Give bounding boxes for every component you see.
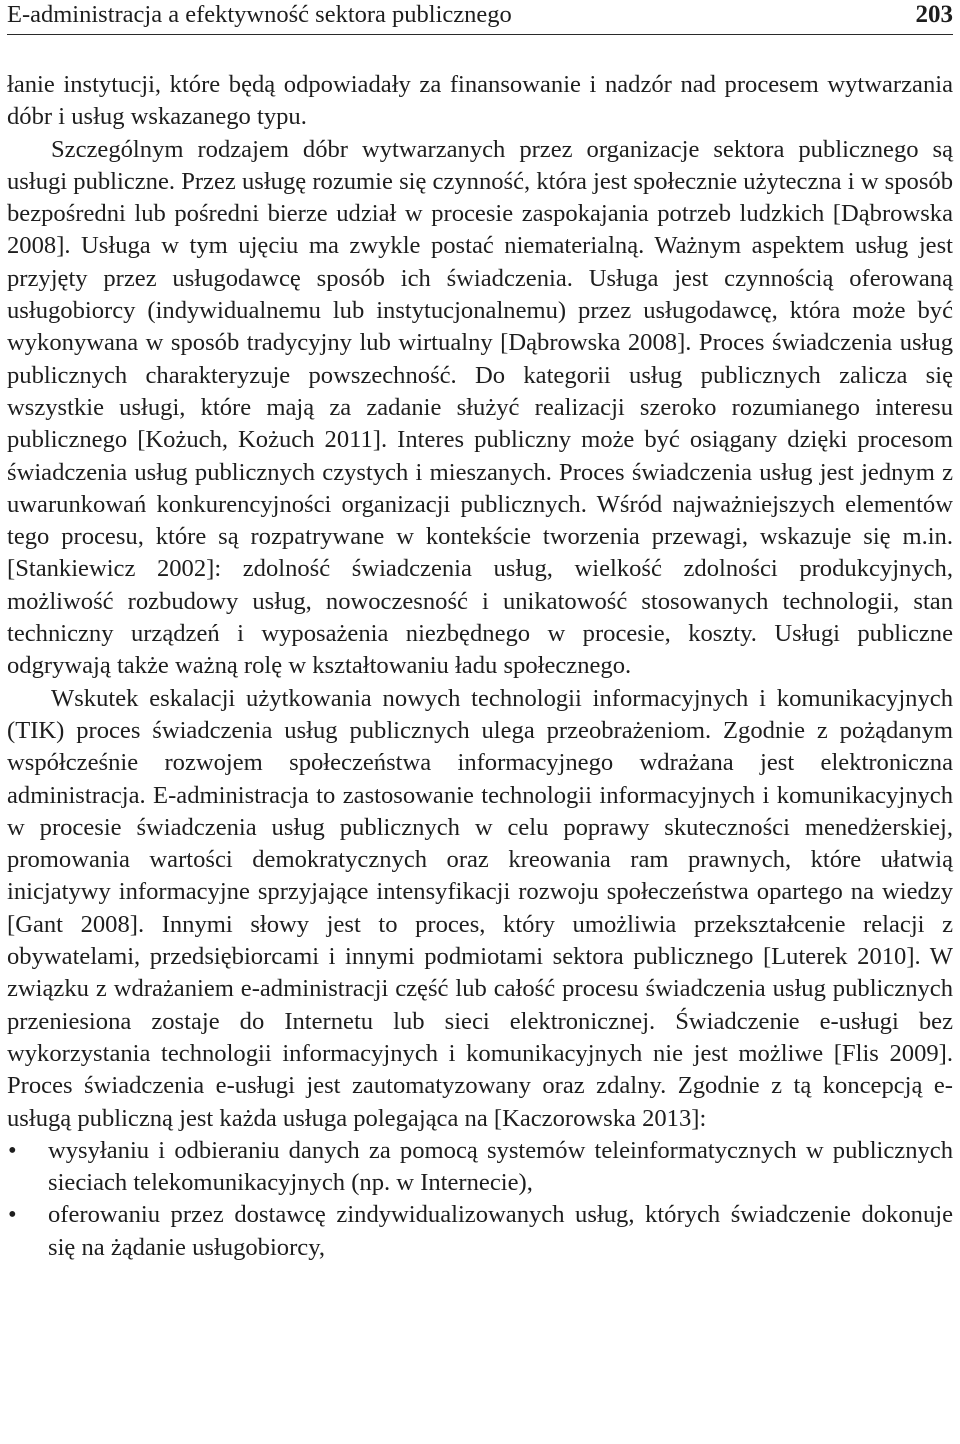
paragraph-public-services: Szczególnym rodzajem dóbr wytwarzanych przez organizacje sektora publicznego są usługi publiczne. Przez usługę rozumie się czynność, która jest społecznie użyteczna i w sposób bezpośredni lub pośredni bierze udział w procesie zaspokajania potrzeb ludzkich [Dąbrowska 2008]. Usługa w tym ujęciu ma zwykle postać niematerialną. Ważnym aspektem usług jest przyjęty przez usługodawcę sposób ich świadczenia. Usługa jest czynnością oferowaną usługobiorcy (indywidualnemu lub instytucjonalnemu) przez usługodawcę, która może być wykonywana w sposób tradycyjny lub wirtualny [Dąbrowska 2008]. Proces świadczenia usług publicznych charakteryzuje powszechność. Do kategorii usług publicznych zalicza się wszystkie usługi, które mają za zadanie służyć realizacji szeroko rozumianego interesu publicznego [Kożuch, Kożuch 2011]. Interes publiczny może być osiągany dzięki procesom świadczenia usług publicznych czystych i mieszanych. Proces świadczenia usług jest jednym z uwarunkowań konkurencyjności organizacji publicznych. Wśród najważniejszych elementów tego procesu, które są rozpatrywane w kontekście tworzenia przewagi, wskazuje się m.in. [Stankiewicz 2002]: zdolność świadczenia usług, wielkość zdolności produkcyjnych, możliwość rozbudowy usług, nowoczesność i unikatowość stosowanych technologii, stan techniczny urządzeń i wyposażenia niezbędnego w procesie, koszty. Usługi publiczne odgrywają także ważną rolę w kształtowaniu ładu społecznego.: [7, 135, 953, 680]
bullet-icon: •: [8, 1136, 17, 1164]
e-service-list: [7, 1135, 953, 1264]
bullet-icon: •: [8, 1201, 17, 1229]
body-text: [7, 69, 953, 1264]
page-number: 203: [915, 1, 953, 28]
running-title: E-administracja a efektywność sektora publicznego: [7, 1, 512, 28]
list-item: [7, 1135, 953, 1200]
list-item: [7, 1199, 953, 1264]
paragraph-e-administration: Wskutek eskalacji użytkowania nowych technologii informacyjnych i komunikacyjnych (TIK) proces świadczenia usług publicznych ulega przeobrażeniom. Zgodnie z pożądanym współcześnie rozwojem społeczeństwa informacyjnego wdrażana jest elektroniczna administracja. E-administracja to zastosowanie technologii informacyjnych i komunikacyjnych w procesie świadczenia usług publicznych w celu poprawy skuteczności menedżerskiej, promowania wartości demokratycznych oraz kreowania ram prawnych, które ułatwią inicjatywy informacyjne sprzyjające intensyfikacji rozwoju społeczeństwa opartego na wiedzy [Gant 2008]. Innymi słowy jest to proces, który umożliwia przekształcenie relacji z obywatelami, przedsiębiorcami i innymi podmiotami sektora publicznego [Luterek 2010]. W związku z wdrażaniem e-administracji część lub całość procesu świadczenia usług publicznych przeniesiona zostaje do Internetu lub sieci elektronicznej. Świadczenie e-usługi bez wykorzystania technologii informacyjnych i komunikacyjnych nie jest możliwe [Flis 2009]. Proces świadczenia e-usługi jest zautomatyzowany oraz zdalny. Zgodnie z tą koncepcją e-usługą publiczną jest każda usługa polegająca na [Kaczorowska 2013]:: [7, 684, 953, 1132]
list-item-text: wysyłaniu i odbieraniu danych za pomocą systemów teleinformatycznych w publicznych sieciach telekomunikacyjnych (np. w Internecie),: [48, 1136, 953, 1197]
list-item-text: oferowaniu przez dostawcę zindywidualizowanych usług, których świadczenie dokonuje się na żądanie usługobiorcy,: [48, 1201, 953, 1261]
paragraph-continuation: łanie instytucji, które będą odpowiadały za finansowanie i nadzór nad procesem wytwarzania dóbr i usług wskazanego typu.: [7, 71, 953, 131]
running-header: [7, 0, 953, 35]
